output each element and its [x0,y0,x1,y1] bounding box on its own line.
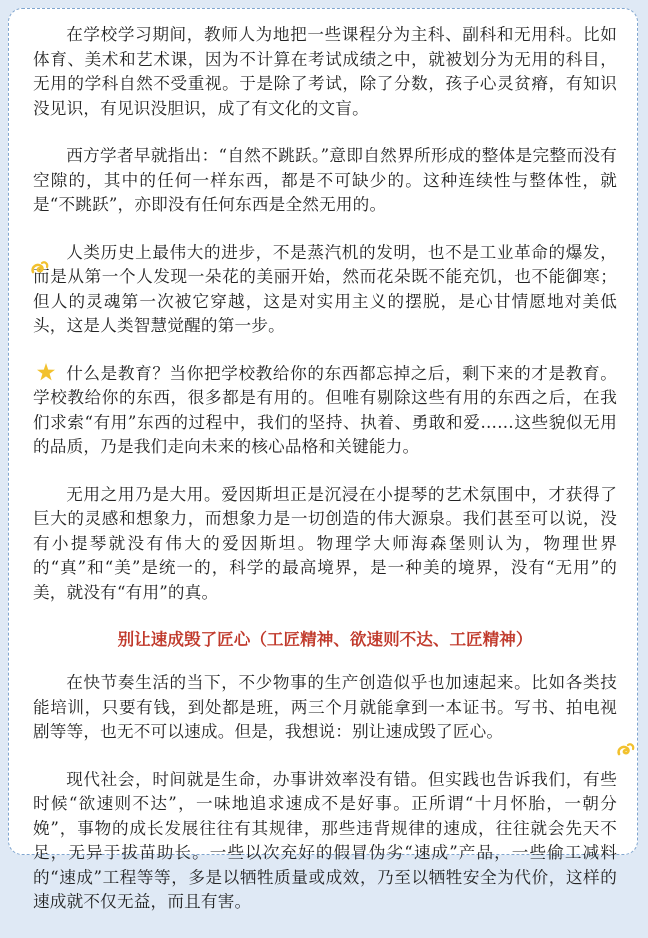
article-card [8,8,638,911]
paragraph-3: 人类历史上最伟大的进步，不是蒸汽机的发明，也不是工业革命的爆发，而是从第一个人发现一朵花的美丽开始，然而花朵既不能充饥，也不能御寒；但人的灵魂第一次被它穿越，这是对实用主义的摆脱，是心甘情愿地对美低头，这是人类智慧觉醒的第一步。 [33,242,617,335]
swirl-icon [29,257,51,279]
paragraph-4: 什么是教育？当你把学校教给你的东西都忘掉之后，剩下来的才是教育。学校教给你的东西，很多都是有用的。但唯有剔除这些有用的东西之后，在我们求索“有用”东西的过程中，我们的坚持、执着、勇敢和爱……这些貌似无用的品质，乃是我们走向未来的核心品格和关键能力。 [33,363,617,456]
paragraph-6: 在快节奏生活的当下，不少物事的生产创造似乎也加速起来。比如各类技能培训，只要有钱，到处都是班，两三个月就能拿到一本证书。写书、拍电视剧等等，也无不可以速成。但是，我想说：别让速成毁了匠心。 [33,673,617,741]
paragraph-2: 西方学者早就指出：“自然不跳跃。”意即自然界所形成的整体是完整而没有空隙的，其中的任何一样东西，都是不可缺少的。这种连续性与整体性，就是“不跳跃”，亦即没有任何东西是全然无用的。 [33,146,617,214]
paragraph-1: 在学校学习期间，教师人为地把一些课程分为主科、副科和无用科。比如体育、美术和艺术课，因为不计算在考试成绩之中，就被划分为无用的科目，无用的学科自然不受重视。于是除了考试，除了分数，孩子心灵贫瘠，有知识没见识，有见识没胆识，成了有文化的文盲。 [33,25,617,118]
paragraph-5: 无用之用乃是大用。爱因斯坦正是沉浸在小提琴的艺术氛围中，才获得了巨大的灵感和想象力，而想象力是一切创造的伟大源泉。我们甚至可以说，没有小提琴就没有伟大的爱因斯坦。物理学大师海森堡则认为，物理世界的“真”和“美”是统一的，科学的最高境界，是一种美的境界，没有“无用”的美，就没有“有用”的真。 [33,484,617,602]
section-heading: 别让速成毁了匠心（工匠精神、欲速则不达、工匠精神） [117,630,533,649]
article-body [33,23,617,938]
star-icon [35,361,57,383]
swirl-icon [615,739,637,761]
paragraph-7: 现代社会，时间就是生命，办事讲效率没有错。但实践也告诉我们，有些时候“欲速则不达”，一味地追求速成不是好事。正所谓“十月怀胎，一朝分娩”，事物的成长发展往往有其规律，那些违背规律的速成，往往就会先天不足，无异于拔苗助长。一些以次充好的假冒伪劣“速成”产品，一些偷工减料的“速成”工程等等，多是以牺牲质量或成效，乃至以牺牲安全为代价，这样的速成就不仅无益，而且有害。 [33,769,617,911]
